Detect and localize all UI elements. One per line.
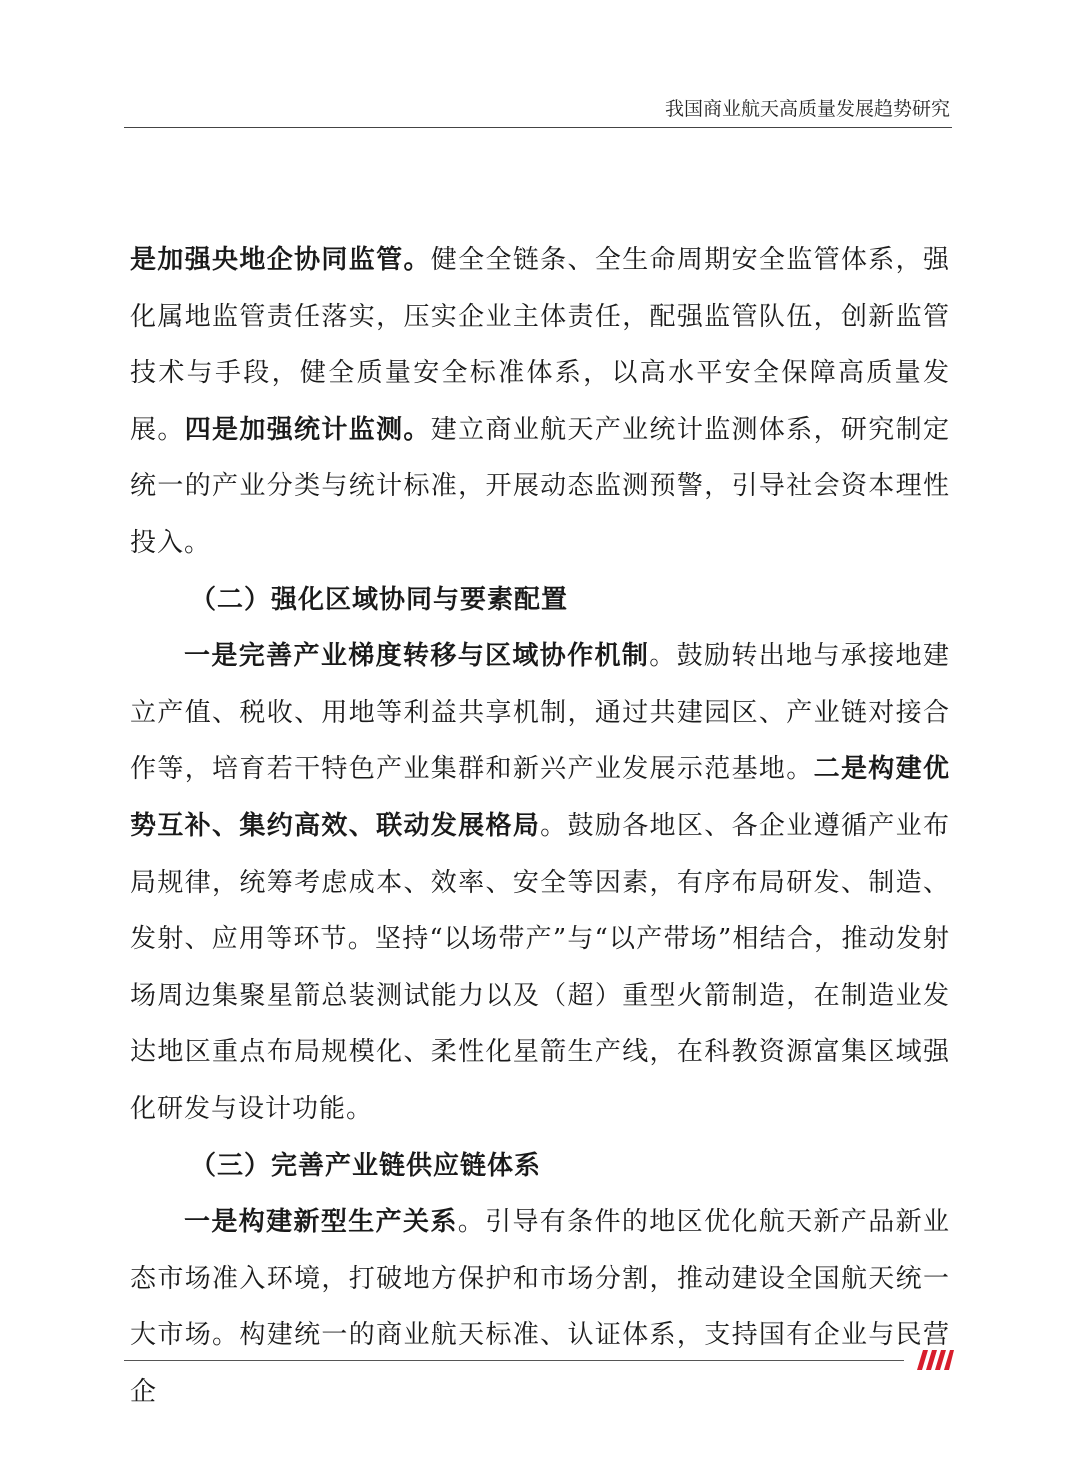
bold-lead: 四是加强统计监测。 bbox=[184, 414, 431, 445]
document-body bbox=[130, 232, 950, 1420]
section-heading-2: （二）强化区域协同与要素配置 bbox=[190, 584, 569, 615]
running-header: 我国商业航天高质量发展趋势研究 bbox=[664, 98, 950, 120]
paragraph-text: 建立商业航天产业统计监测体系，研究制定统一的产业分类与统计标准，开展动态监测预警，引导社会资本理性投入。 bbox=[130, 414, 950, 558]
header-divider bbox=[124, 127, 952, 128]
bold-lead: 一是构建新型生产关系 bbox=[184, 1207, 458, 1238]
bold-lead: 一是完善产业梯度转移与区域协作机制 bbox=[184, 641, 650, 672]
paragraph-text: 。鼓励各地区、各企业遵循产业布局规律，统筹考虑成本、效率、安全等因素，有序布局研发、制造、发射、应用等环节。坚持“以场带产”与“以产带场”相结合，推动发射场周边集聚星箭总装测试能力以及（超）重型火箭制造，在制造业发达地区重点布局规模化、柔性化星箭生产线，在科教资源富集区域强化研发与设计功能。 bbox=[130, 810, 950, 1124]
paragraph-supply-chain bbox=[130, 1194, 950, 1420]
paragraph-text: 。鼓励转出地与承接地建立产值、税收、用地等利益共享机制，通过共建园区、产业链对接合作等，培育若干特色产业集群和新兴产业发展示范基地。 bbox=[130, 641, 950, 785]
paragraph-text: 。引导有条件的地区优化航天新产品新业态市场准入环境，打破地方保护和市场分割，推动建设全国航天统一大市场。构建统一的商业航天标准、认证体系，支持国有企业与民营企 bbox=[130, 1207, 950, 1407]
bold-lead: 是加强央地企协同监管。 bbox=[130, 245, 431, 275]
footer-divider bbox=[124, 1360, 904, 1361]
bold-lead: 二是构建优势互补、集约高效、联动发展格局 bbox=[130, 754, 950, 841]
paragraph-regional bbox=[130, 628, 950, 1137]
paragraph-text: 健全全链条、全生命周期安全监管体系，强化属地监管责任落实，压实企业主体责任，配强监管队伍，创新监管技术与手段，健全质量安全标准体系，以高水平安全保障高质量发展。 bbox=[130, 245, 950, 445]
section-heading-3: （三）完善产业链供应链体系 bbox=[190, 1150, 542, 1181]
slash-mark-icon bbox=[910, 1349, 954, 1371]
paragraph-supervision bbox=[130, 232, 950, 572]
